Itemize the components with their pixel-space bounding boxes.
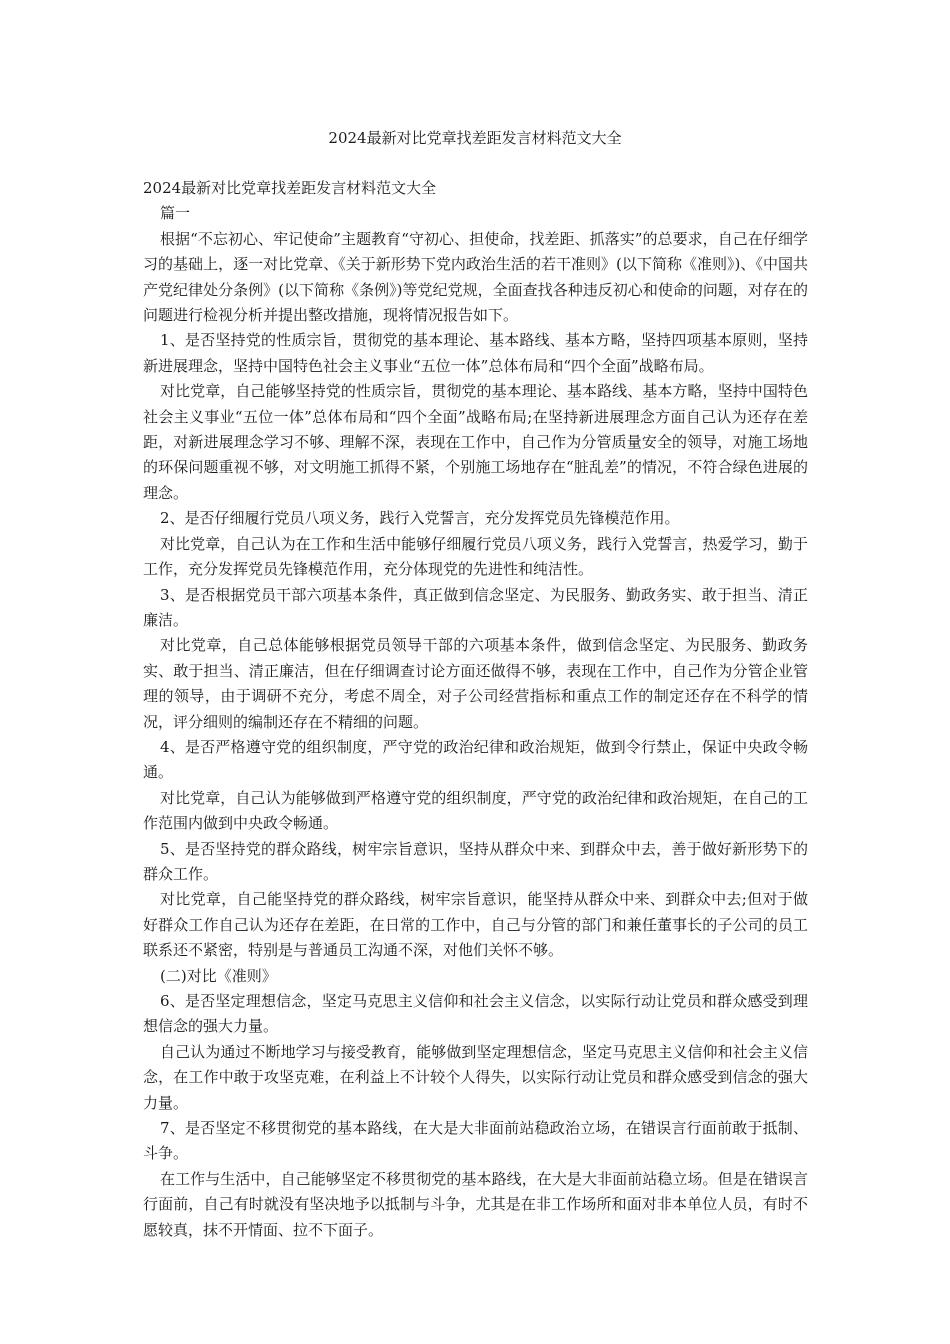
paragraph: 对比党章，自己总体能够根据党员领导干部的六项基本条件，做到信念坚定、为民服务、勤政务实、敢于担当、清正廉洁，但在仔细调查讨论方面还做得不够，表现在工作中，自己作为分管企业管理的领导，由于调研不充分，考虑不周全，对子公司经营指标和重点工作的制定还存在不科学的情况，评分细则的编制还存在不精细的问题。 [143,636,808,731]
section-heading: (二)对比《准则》 [160,966,277,985]
paragraph: 3、是否根据党员干部六项基本条件，真正做到信念坚定、为民服务、勤政务实、敢于担当、清正廉洁。 [143,585,808,629]
paragraph: 4、是否严格遵守党的组织制度，严守党的政治纪律和政治规矩，做到令行禁止，保证中央政令畅通。 [143,737,808,782]
paragraph: 根据“不忘初心、牢记使命”主题教育“守初心、担使命，找差距、抓落实”的总要求，自己在仔细学习的基础上，逐一对比党章、《关于新形势下党内政治生活的若干准则》(以下简称《准则》)、《中国共产党纪律处分条例》(以下简称《条例》)等党纪党规，全面查找各种违反初心和使命的问题，对存在的问题进行检视分析并提出整改措施，现将情况报告如下。 [143,229,808,325]
paragraph: 对比党章，自己能坚持党的群众路线，树牢宗旨意识，能坚持从群众中来、到群众中去;但对于做好群众工作自己认为还存在差距，在日常的工作中，自己与分管的部门和兼任董事长的子公司的员工联系还不紧密，特别是与普通员工沟通不深，对他们关怀不够。 [143,890,808,960]
paragraph: 在工作与生活中，自己能够坚定不移贯彻党的基本路线，在大是大非面前站稳立场。但是在错误言行面前，自己有时就没有坚决地予以抵制与斗争，尤其是在非工作场所和面对非本单位人员，有时不愿较真，抹不开情面、拉不下面子。 [143,1169,808,1239]
document-body [143,176,808,1243]
paragraph: 对比党章，自己认为能够做到严格遵守党的组织制度，严守党的政治纪律和政治规矩，在自己的工作范围内做到中央政令畅通。 [143,788,808,833]
paragraph: 5、是否坚持党的群众路线，树牢宗旨意识，坚持从群众中来、到群众中去，善于做好新形势下的群众工作。 [143,839,808,883]
paragraph: 2、是否仔细履行党员八项义务，践行入党誓言，充分发挥党员先锋模范作用。 [160,509,680,528]
document-subtitle: 2024最新对比党章找差距发言材料范文大全 [143,179,437,197]
paragraph: 1、是否坚持党的性质宗旨，贯彻党的基本理论、基本路线、基本方略，坚持四项基本原则，坚持新进展理念，坚持中国特色社会主义事业“五位一体”总体布局和“四个全面”战略布局。 [143,331,808,375]
paragraph: 6、是否坚定理想信念，坚定马克思主义信仰和社会主义信念，以实际行动让党员和群众感受到理想信念的强大力量。 [143,992,808,1036]
paragraph: 对比党章，自己能够坚持党的性质宗旨，贯彻党的基本理论、基本路线、基本方略，坚持中国特色社会主义事业“五位一体”总体布局和“四个全面”战略布局;在坚持新进展理念方面自己认为还存在差距，对新进展理念学习不够、理解不深，表现在工作中，自己作为分管质量安全的领导，对施工场地的环保问题重视不够，对文明施工抓得不紧，个别施工场地存在“脏乱差”的情况，不符合绿色进展的理念。 [143,382,808,502]
document-title: 2024最新对比党章找差距发言材料范文大全 [328,129,622,147]
paragraph: 对比党章，自己认为在工作和生活中能够仔细履行党员八项义务，践行入党誓言，热爱学习，勤于工作，充分发挥党员先锋模范作用，充分体现党的先进性和纯洁性。 [143,534,808,579]
section-label: 篇一 [160,204,191,223]
paragraph: 7、是否坚定不移贯彻党的基本路线，在大是大非面前站稳政治立场，在错误言行面前敢于抵制、斗争。 [143,1119,808,1163]
paragraph: 自己认为通过不断地学习与接受教育，能够做到坚定理想信念，坚定马克思主义信仰和社会主义信念，在工作中敢于攻坚克难，在利益上不计较个人得失，以实际行动让党员和群众感受到信念的强大力量。 [143,1042,808,1112]
